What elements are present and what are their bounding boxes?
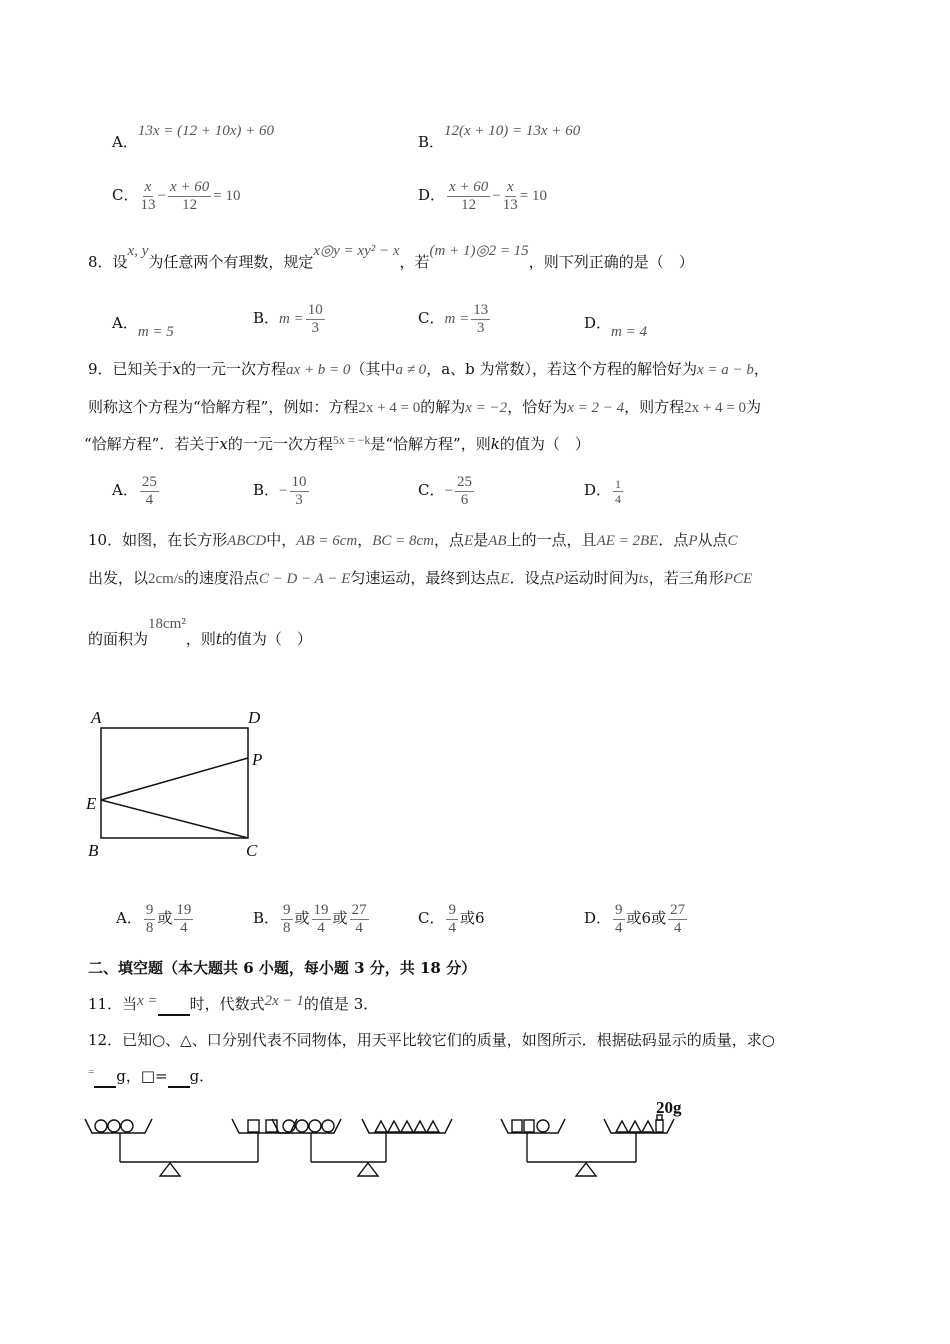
rectangle-figure xyxy=(80,700,280,870)
q7-option-b: B．12(x + 10) = 13x + 60 xyxy=(418,123,581,151)
balance-3 xyxy=(501,1115,674,1176)
q9-line-2: 则称这个方程为“恰解方程”，例如：方程2x + 4 = 0的解为x = −2，恰好为x = 2 − 4，则方程2x + 4 = 0为 xyxy=(88,398,762,416)
q10-line-2: 出发，以2cm/s的速度沿点C − D − A − E匀速运动，最终到达点E．设点P运动时间为ts，若三角形PCE xyxy=(88,569,753,587)
q12-line-2: = g，□= g． xyxy=(88,1066,214,1088)
circle-answer-blank[interactable] xyxy=(94,1066,116,1088)
q10-option-a: A． $\frac{9}{8}$ 或 $\frac{19}{4}$ xyxy=(116,901,192,936)
rectangle-abcd xyxy=(101,728,248,838)
q9-option-b: B．− $\frac{10}{3}$ xyxy=(253,473,307,508)
q11: 11．当x = 时，代数式2x − 1的值是 3． xyxy=(88,994,378,1016)
answer-blank[interactable] xyxy=(158,994,190,1016)
weight-icon xyxy=(656,1120,663,1132)
q12-line-1: 12．已知○、△、口分别代表不同物体，用天平比较它们的质量，如图所示．根据砝码显示的质量，求○ xyxy=(88,1031,775,1049)
label-e: E xyxy=(86,794,97,813)
balance-2 xyxy=(272,1119,452,1176)
q7-option-c: C． $\frac{x}{13}$ − $\frac{x + 60}{12}$ = 10 xyxy=(112,178,241,213)
q9-option-a: A． $\frac{25}{4}$ xyxy=(112,473,157,508)
label-p: P xyxy=(252,750,263,769)
balance-figures xyxy=(80,1090,720,1180)
square-answer-blank[interactable] xyxy=(168,1066,190,1088)
q8-question: 8．设x, y为任意两个有理数，规定x◎y = xy² − x，若(m + 1)◎2 = 15，则下列正确的是（ ） xyxy=(88,243,694,271)
q10-line-1: 10．如图，在长方形ABCD中，AB = 6cm，BC = 8cm，点E是AB上的一点，且AE = 2BE．点P从点C xyxy=(88,531,738,549)
q10-option-c: C． $\frac{9}{4}$ 或6 xyxy=(418,901,485,936)
balance-1 xyxy=(85,1119,297,1176)
section-heading: 二、填空题（本大题共 6 小题，每小题 3 分，共 18 分） xyxy=(88,959,477,977)
q8-option-c: C．m = $\frac{13}{3}$ xyxy=(418,301,489,336)
label-d: D xyxy=(248,708,261,727)
q10-option-d: D． $\frac{9}{4}$ 或6或 $\frac{27}{4}$ xyxy=(584,901,686,936)
q8-option-a: A．m = 5 xyxy=(112,314,174,340)
q9-line-1: 9．已知关于x的一元一次方程ax + b = 0（其中a ≠ 0，a、b 为常数），若这个方程的解恰好为x = a − b， xyxy=(88,360,769,378)
q8-option-d: D．m = 4 xyxy=(584,314,647,340)
weight-label: 20g xyxy=(656,1098,682,1117)
q10-option-b: B． $\frac{9}{8}$ 或 $\frac{19}{4}$ 或 $\frac{27}{4}$ xyxy=(253,901,367,936)
segment-ec xyxy=(101,800,248,838)
label-c: C xyxy=(246,841,258,860)
q7-option-d: D． $\frac{x + 60}{12}$ − $\frac{x}{13}$ = 10 xyxy=(418,178,547,213)
label-a: A xyxy=(91,708,102,727)
q7-option-a: A．13x = (12 + 10x) + 60 xyxy=(112,123,275,151)
q9-option-c: C．− $\frac{25}{6}$ xyxy=(418,473,472,508)
q9-option-d: D． $\frac{1}{4}$ xyxy=(584,476,622,506)
label-b: B xyxy=(88,841,99,860)
q8-option-b: B．m = $\frac{10}{3}$ xyxy=(253,301,323,336)
segment-ep xyxy=(101,758,248,800)
q10-line-3: 的面积为18cm²，则t的值为（ ） xyxy=(88,616,312,648)
q9-line-3: “恰解方程”．若关于x的一元一次方程$^{5x = -k}$是“恰解方程”，则k的值为（ ） xyxy=(84,433,590,453)
